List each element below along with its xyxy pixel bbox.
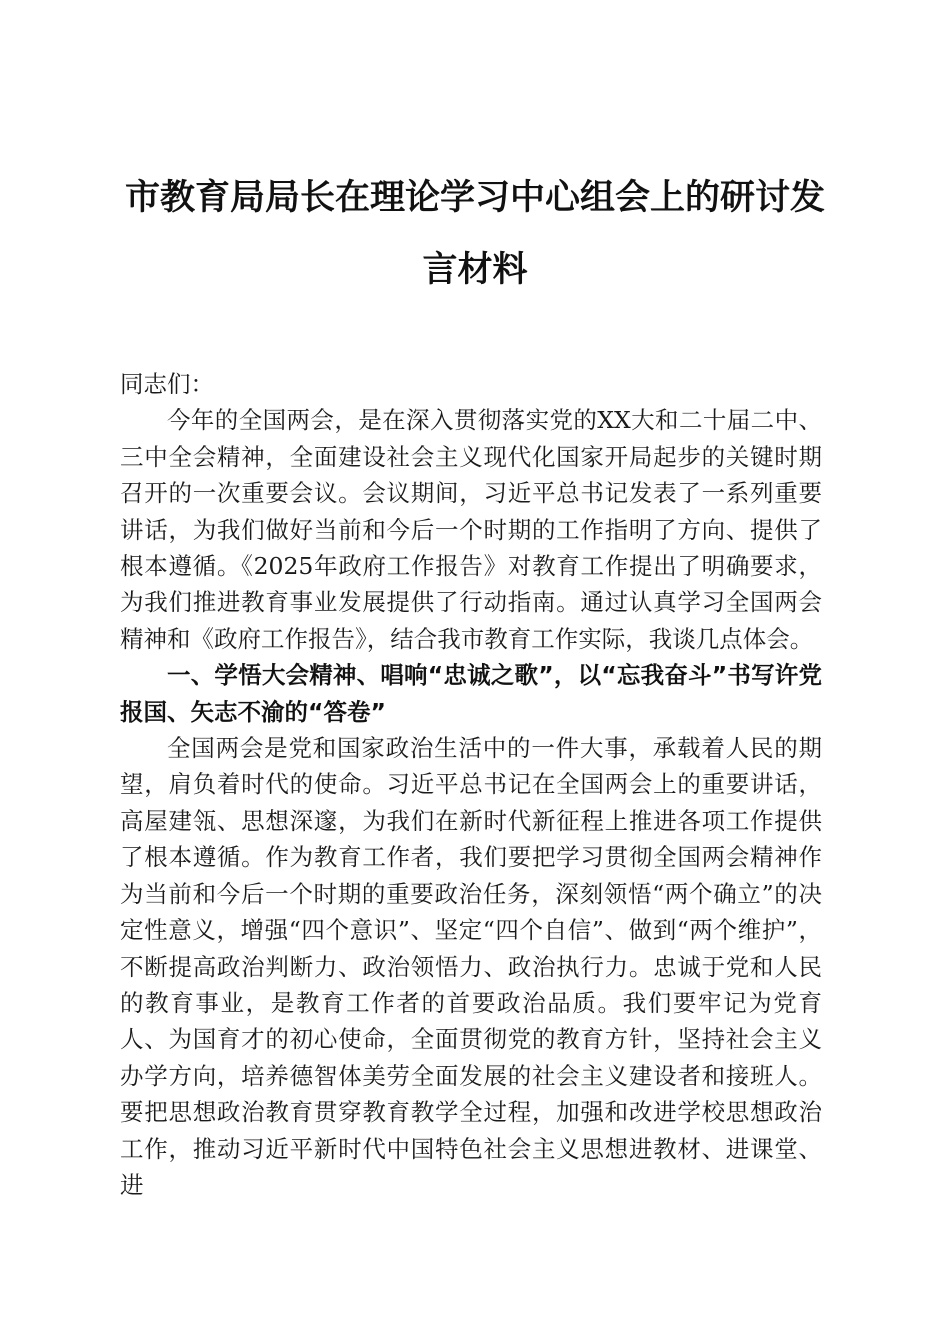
salutation: 同志们： (120, 370, 214, 398)
section-heading-1: 一、学悟大会精神、唱响“忠诚之歌”，以“忘我奋斗”书写许党报国、矢志不渝的“答卷” (120, 661, 822, 726)
paragraph-section-1: 全国两会是党和国家政治生活中的一件大事，承载着人民的期望，肩负着时代的使命。习近平总书记在全国两会上的重要讲话，高屋建瓴、思想深邃，为我们在新时代新征程上推进各项工作提供了根本遵循。作为教育工作者，我们要把学习贯彻全国两会精神作为当前和今后一个时期的重要政治任务，深刻领悟“两个确立”的决定性意义，增强“四个意识”、坚定“四个自信”、做到“两个维护”，不断提高政治判断力、政治领悟力、政治执行力。忠诚于党和人民的教育事业，是教育工作者的首要政治品质。我们要牢记为党育人、为国育才的初心使命，全面贯彻党的教育方针，坚持社会主义办学方向，培养德智体美劳全面发展的社会主义建设者和接班人。要把思想政治教育贯穿教育教学全过程，加强和改进学校思想政治工作，推动习近平新时代中国特色社会主义思想进教材、进课堂、进 (120, 734, 822, 1199)
document-body (120, 366, 822, 1203)
document-title-line-2: 言材料 (422, 249, 528, 290)
document-title-line-1: 市教育局局长在理论学习中心组会上的研讨发 (124, 177, 825, 218)
paragraph-intro: 今年的全国两会，是在深入贯彻落实党的XX大和二十届二中、三中全会精神，全面建设社会主义现代化国家开局起步的关键时期召开的一次重要会议。会议期间，习近平总书记发表了一系列重要讲话，为我们做好当前和今后一个时期的工作指明了方向、提供了根本遵循。《2025年政府工作报告》对教育工作提出了明确要求，为我们推进教育事业发展提供了行动指南。通过认真学习全国两会精神和《政府工作报告》，结合我市教育工作实际，我谈几点体会。 (120, 406, 822, 653)
